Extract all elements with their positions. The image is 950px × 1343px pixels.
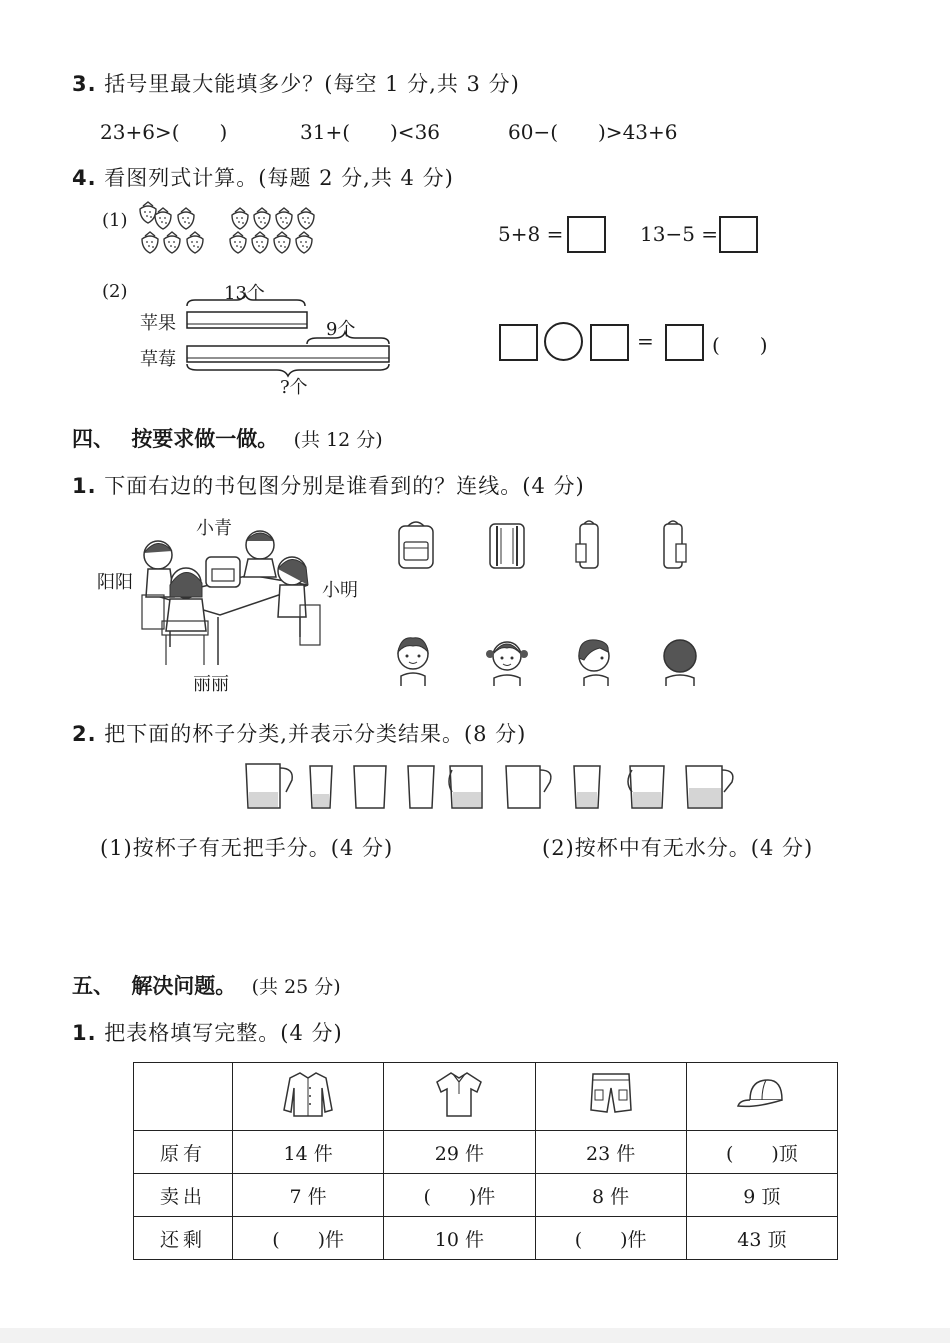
q4-eq-box-1[interactable] (499, 324, 538, 361)
backpack-front-view[interactable] (396, 520, 436, 570)
cell-sold-tshirt[interactable]: ( )件 (384, 1174, 535, 1217)
section5-title: 解决问题。 (131, 974, 237, 998)
s4-q1-title: 下面右边的书包图分别是谁看到的？连线。(4 分) (104, 474, 585, 498)
s4-q1-heading (72, 470, 585, 500)
section4-title: 按要求做一做。 (131, 427, 279, 451)
cup-4-no-handle-no-water (408, 766, 434, 808)
cup-7-no-handle-with-water (574, 766, 600, 808)
backpack-back-view[interactable] (487, 520, 527, 570)
face-boy-front[interactable] (393, 632, 433, 686)
cup-6-with-handle-no-water (506, 766, 551, 808)
table-row (134, 1174, 838, 1217)
q4-expr1: 5+8 = (498, 222, 564, 246)
face-child-side[interactable] (574, 632, 616, 686)
cell-remaining-cap: 43 顶 (686, 1217, 837, 1260)
q3-item-1[interactable]: 23+6>( ) (100, 120, 228, 144)
section4-heading (72, 423, 383, 453)
s4-q2-sub2: (2)按杯中有无水分。(4 分) (542, 836, 814, 860)
q4-eq-operator-circle[interactable] (544, 322, 583, 361)
q4-heading (72, 162, 454, 192)
long-sleeve-shirt-icon (282, 1070, 334, 1118)
strawberries-image (140, 205, 340, 260)
row-label-remaining: 还剩 (134, 1217, 233, 1260)
s5-q1-heading (72, 1017, 343, 1047)
cell-remaining-tshirt: 10 件 (384, 1217, 535, 1260)
row-label-original: 原有 (134, 1131, 233, 1174)
s5-q1-number: 1. (72, 1021, 97, 1045)
q4-eq-box-2[interactable] (590, 324, 629, 361)
q3-title: 括号里最大能填多少？(每空 1 分,共 3 分) (104, 72, 520, 96)
cap-icon (736, 1074, 788, 1114)
cell-original-shirt: 14 件 (233, 1131, 384, 1174)
section4-number: 四、 (72, 427, 114, 451)
header-tshirt (384, 1063, 535, 1131)
q4-eq-box-result[interactable] (665, 324, 704, 361)
page-bottom-strip (0, 1328, 950, 1343)
bar-diagram (185, 296, 395, 376)
cell-original-tshirt: 29 件 (384, 1131, 535, 1174)
q4-unit-paren[interactable]: ( ) (712, 333, 768, 357)
table-row (134, 1217, 838, 1260)
section5-heading (72, 970, 341, 1000)
backpack-side-view-left[interactable] (574, 520, 604, 570)
cell-sold-shorts: 8 件 (535, 1174, 686, 1217)
face-child-back[interactable] (660, 632, 700, 686)
cup-9-with-handle-with-water (686, 766, 733, 808)
q3-heading (72, 68, 520, 98)
cell-original-shorts: 23 件 (535, 1131, 686, 1174)
t-shirt-icon (433, 1070, 485, 1118)
q3-item-3[interactable]: 60−( )>43+6 (508, 120, 678, 144)
q3-item-2[interactable]: 31+( )<36 (300, 120, 441, 144)
table-corner-cell (134, 1063, 233, 1131)
s4-q2-heading (72, 718, 526, 748)
sales-table (133, 1062, 838, 1260)
cell-original-cap[interactable]: ( )顶 (686, 1131, 837, 1174)
header-shirt (233, 1063, 384, 1131)
q4-total-label: 13个 (224, 283, 265, 304)
s5-q1-title: 把表格填写完整。(4 分) (104, 1021, 343, 1045)
s4-q2-sub1: (1)按杯子有无把手分。(4 分) (100, 836, 394, 860)
strawberry-icon (140, 202, 156, 223)
cup-1-with-handle-with-water (246, 764, 292, 808)
row-label-sold: 卖出 (134, 1174, 233, 1217)
q3-number: 3. (72, 72, 97, 96)
s4-q2-number: 2. (72, 722, 97, 746)
q4-row1-label: 苹果 (140, 313, 176, 334)
header-shorts (535, 1063, 686, 1131)
q4-part2-label: (2) (102, 281, 128, 302)
section5-score: (共 25 分) (251, 976, 341, 998)
section5-number: 五、 (72, 974, 114, 998)
q4-answer-box-1[interactable] (567, 216, 606, 253)
q4-question-label: ?个 (280, 377, 308, 398)
s4-q2-title: 把下面的杯子分类,并表示分类结果。(8 分) (104, 722, 527, 746)
cups-row (244, 762, 744, 812)
shorts-icon (585, 1070, 637, 1118)
s4-q1-number: 1. (72, 474, 97, 498)
q4-answer-box-2[interactable] (719, 216, 758, 253)
q4-eq-sign: = (637, 329, 654, 353)
cell-sold-shirt: 7 件 (233, 1174, 384, 1217)
cup-8-with-handle-with-water (628, 766, 664, 808)
q4-number: 4. (72, 166, 97, 190)
children-table-illustration (140, 525, 330, 670)
face-girl-front[interactable] (486, 632, 528, 686)
cup-5-with-handle-with-water (449, 766, 482, 808)
name-xiaoqing: 小青 (196, 518, 232, 539)
header-cap (686, 1063, 837, 1131)
name-xiaoming: 小明 (322, 580, 358, 601)
q4-part1-label: (1) (102, 210, 128, 231)
q4-title: 看图列式计算。(每题 2 分,共 4 分) (104, 166, 454, 190)
section4-score: (共 12 分) (293, 429, 383, 451)
table-row (134, 1131, 838, 1174)
cup-3-no-handle-no-water (354, 766, 386, 808)
cup-2-no-handle-with-water (310, 766, 332, 808)
table-header-row (134, 1063, 838, 1131)
q4-diff-label: 9个 (326, 319, 356, 340)
q4-expr2: 13−5 = (640, 222, 719, 246)
cell-remaining-shirt[interactable]: ( )件 (233, 1217, 384, 1260)
cell-remaining-shorts[interactable]: ( )件 (535, 1217, 686, 1260)
name-lili: 丽丽 (193, 674, 229, 695)
name-yangyang: 阳阳 (97, 572, 133, 593)
q4-row2-label: 草莓 (140, 349, 176, 370)
backpack-side-view-right[interactable] (658, 520, 688, 570)
cell-sold-cap: 9 顶 (686, 1174, 837, 1217)
